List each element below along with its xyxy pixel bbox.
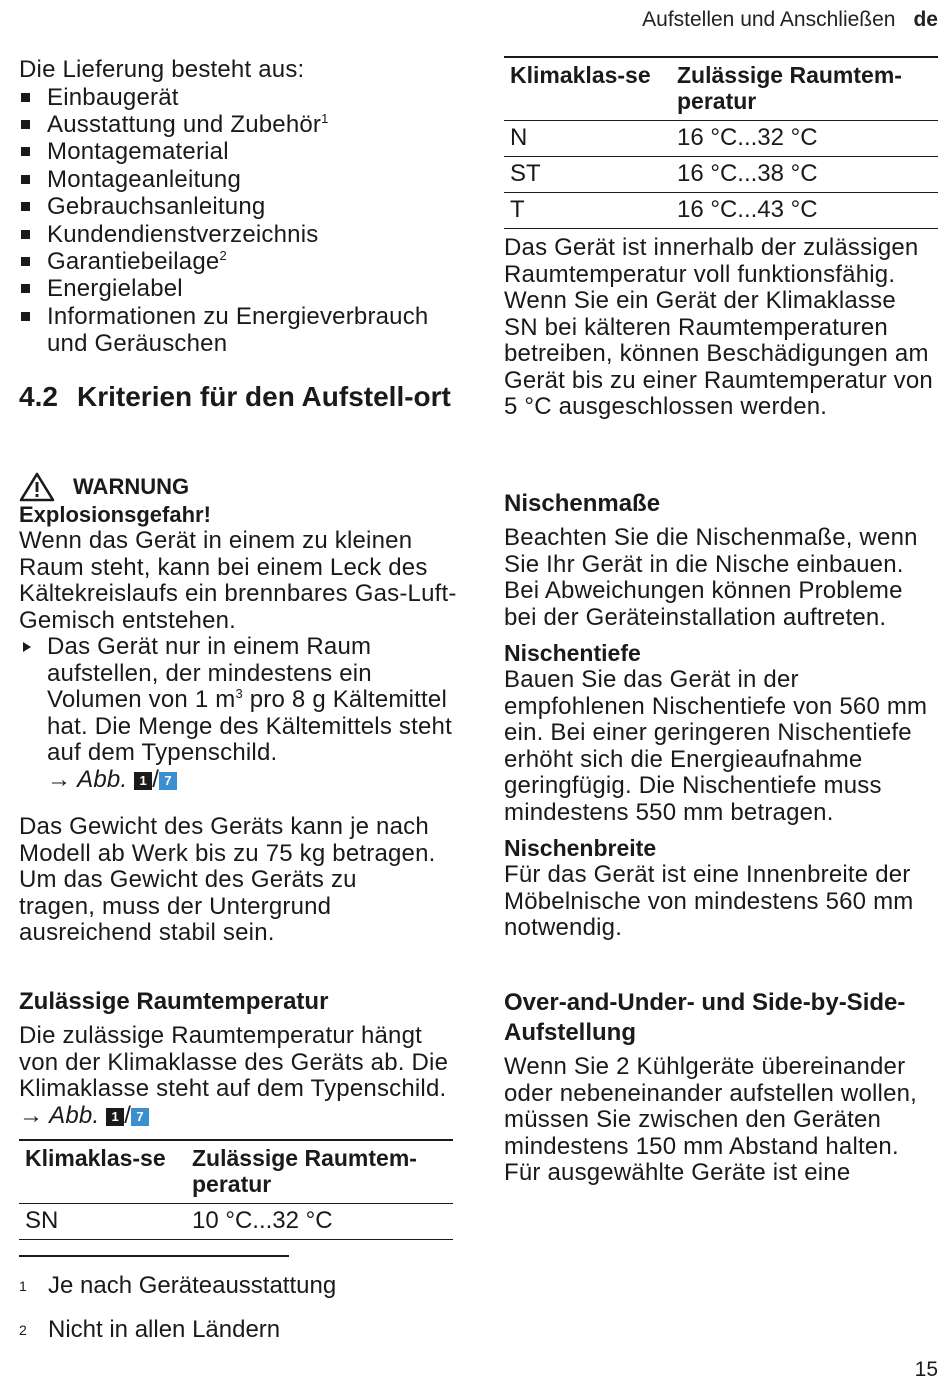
footnote [19,1270,459,1302]
cell-room-temp: 16 °C...43 °C [671,193,938,229]
page-number: 15 [914,1358,938,1381]
room-temp-block [19,987,459,1129]
warning-step [19,634,459,793]
table-row [504,157,938,193]
table-header-row [19,1140,453,1204]
delivery-block [19,57,459,358]
climate-class-table-left [19,1139,453,1240]
bullet-square-icon [21,257,30,266]
cell-climate-class: SN [19,1204,186,1240]
niche-width-heading: Nischenbreite [504,835,657,861]
footnote-text: Nicht in allen Ländern [48,1316,281,1343]
header-section-title: Aufstellen und Anschließen [642,8,896,31]
climate-class-table-right [504,56,938,229]
step-arrow-icon [23,642,31,652]
warning-triangle-icon [19,472,55,502]
section-heading-4-2 [19,380,459,414]
col-header-room-temp: Zulässige Raumtem-peratur [186,1140,453,1204]
list-item-text: Montagematerial [47,138,229,166]
bullet-square-icon [21,93,30,102]
figure-separator: / [152,765,160,793]
list-item [19,166,459,193]
figure-badge-7: 7 [159,772,177,790]
step-text: Das Gerät nur in einem Raum aufstellen, der mindestens ein Volumen von 1 m [47,633,372,713]
cell-climate-class: T [504,193,671,229]
bullet-square-icon [21,284,30,293]
warning-header [19,472,459,502]
functionality-paragraph: Das Gerät ist innerhalb der zulässigen Raumtemperatur voll funktionsfähig. [504,234,919,288]
weight-paragraph-2: Um das Gewicht des Geräts zu tragen, muss der Untergrund ausreichend stabil sein. [19,866,357,946]
footnote-number: 2 [19,1322,27,1338]
list-item [19,275,459,302]
footnote-number: 1 [19,1278,27,1294]
room-temp-heading: Zulässige Raumtemperatur [19,988,329,1015]
section-number: 4.2 [19,381,58,412]
figure-badge-7: 7 [131,1108,149,1126]
list-item-text: Kundendienstverzeichnis [47,220,319,248]
figure-badge-1: 1 [106,1108,124,1126]
list-item-text: Ausstattung und Zubehör [47,110,322,138]
section-title: Kriterien für den Aufstell-ort [77,381,451,412]
room-temp-text [19,1023,459,1129]
bullet-square-icon [21,202,30,211]
header-language-code: de [913,8,938,31]
warning-label: WARNUNG [73,474,190,499]
over-under-text: Wenn Sie 2 Kühlgeräte übereinander oder nebeneinander aufstellen wollen, müssen Sie zwischen den Geräten mindestens 150 mm Abstand halten. Für ausgewählte Geräte ist eine [504,1053,918,1186]
niche-block [504,489,938,942]
niche-width-text: Für das Gerät ist eine Innenbreite der Möbelnische von mindestens 560 mm notwendig. [504,861,914,941]
delivery-intro: Die Lieferung besteht aus: [19,56,305,83]
footnote [19,1314,459,1346]
bullet-square-icon [21,147,30,156]
footnote-ref: 1 [321,110,329,126]
running-header [642,8,938,32]
list-item [19,84,459,111]
niche-heading: Nischenmaße [504,490,661,517]
footnote-ref: 2 [219,247,227,263]
niche-depth-text: Bauen Sie das Gerät in der empfohlenen Nischentiefe von 560 mm ein. Bei einer geringeren Nischentiefe erhöht sich die Energieaufnahme geringfügig. Die Nischentiefe muss mindestens 550 mm betragen. [504,666,928,826]
cell-room-temp: 16 °C...38 °C [671,157,938,193]
over-under-block [504,988,934,1187]
figure-separator: / [124,1101,132,1129]
list-item-text: Gebrauchsanleitung [47,193,266,221]
weight-block [19,814,439,947]
warning-text: Wenn das Gerät in einem zu kleinen Raum steht, kann bei einem Leck des Kältekreislaufs ein brennbares Gas-Luft-Gemisch entstehen. [19,527,457,634]
footnotes [19,1270,459,1346]
list-item [19,138,459,165]
bullet-square-icon [21,120,30,129]
delivery-list [19,84,459,358]
list-item-text: Montageanleitung [47,165,242,193]
bullet-square-icon [21,230,30,239]
col-header-climate-class: Klimaklas-se [504,57,671,121]
warning-title: Explosionsgefahr! [19,502,211,527]
unit-exponent: 3 [235,686,243,701]
list-item-text: Garantiebeilage [47,247,220,275]
list-item [19,193,459,220]
weight-paragraph-1: Das Gewicht des Geräts kann je nach Modell ab Werk bis zu 75 kg betragen. [19,813,436,867]
figure-ref-label: → Abb. [47,765,128,793]
bullet-square-icon [21,175,30,184]
niche-depth-heading: Nischentiefe [504,640,641,666]
figure-ref-label: → Abb. [19,1101,100,1129]
step-text-cont: pro 8 g Kältemittel hat. Die Menge des Kältemittels steht auf dem Typenschild. [47,686,452,766]
col-header-climate-class: Klimaklas-se [19,1140,186,1204]
cell-room-temp: 16 °C...32 °C [671,121,938,157]
cell-climate-class: N [504,121,671,157]
footnote-divider [19,1255,289,1257]
list-item [19,221,459,248]
table-row [19,1204,453,1240]
list-item [19,303,459,358]
room-temp-paragraph: Die zulässige Raumtemperatur hängt von der Klimaklasse des Geräts ab. Die Klimaklasse steht auf dem Typenschild. [19,1022,449,1102]
table-row [504,121,938,157]
list-item-text: Energielabel [47,275,183,303]
table-row [504,193,938,229]
cell-climate-class: ST [504,157,671,193]
figure-reference [47,767,459,794]
table-header-row [504,57,938,121]
bullet-square-icon [21,312,30,321]
list-item-text: Einbaugerät [47,83,179,111]
list-item-text: Informationen zu Energieverbrauch und Geräuschen [47,302,429,358]
sn-class-paragraph: Wenn Sie ein Gerät der Klimaklasse SN bei kälteren Raumtemperaturen betreiben, können Beschädigungen am Gerät bis zu einer Raumtemperatur von 5 °C ausgeschlossen werden. [504,287,933,420]
niche-text: Beachten Sie die Nischenmaße, wenn Sie Ihr Gerät in die Nische einbauen. Bei Abweichungen können Probleme bei der Geräteinstallation auftreten. [504,524,918,631]
col-header-room-temp: Zulässige Raumtem-peratur [671,57,938,121]
list-item [19,111,459,138]
figure-badge-1: 1 [134,772,152,790]
cell-room-temp: 10 °C...32 °C [186,1204,453,1240]
footnote-text: Je nach Geräteausstattung [48,1272,337,1299]
room-temp-notes [504,235,934,421]
warning-block [19,472,459,793]
over-under-heading: Over-and-Under- und Side-by-Side-Aufstellung [504,989,906,1046]
list-item [19,248,459,275]
